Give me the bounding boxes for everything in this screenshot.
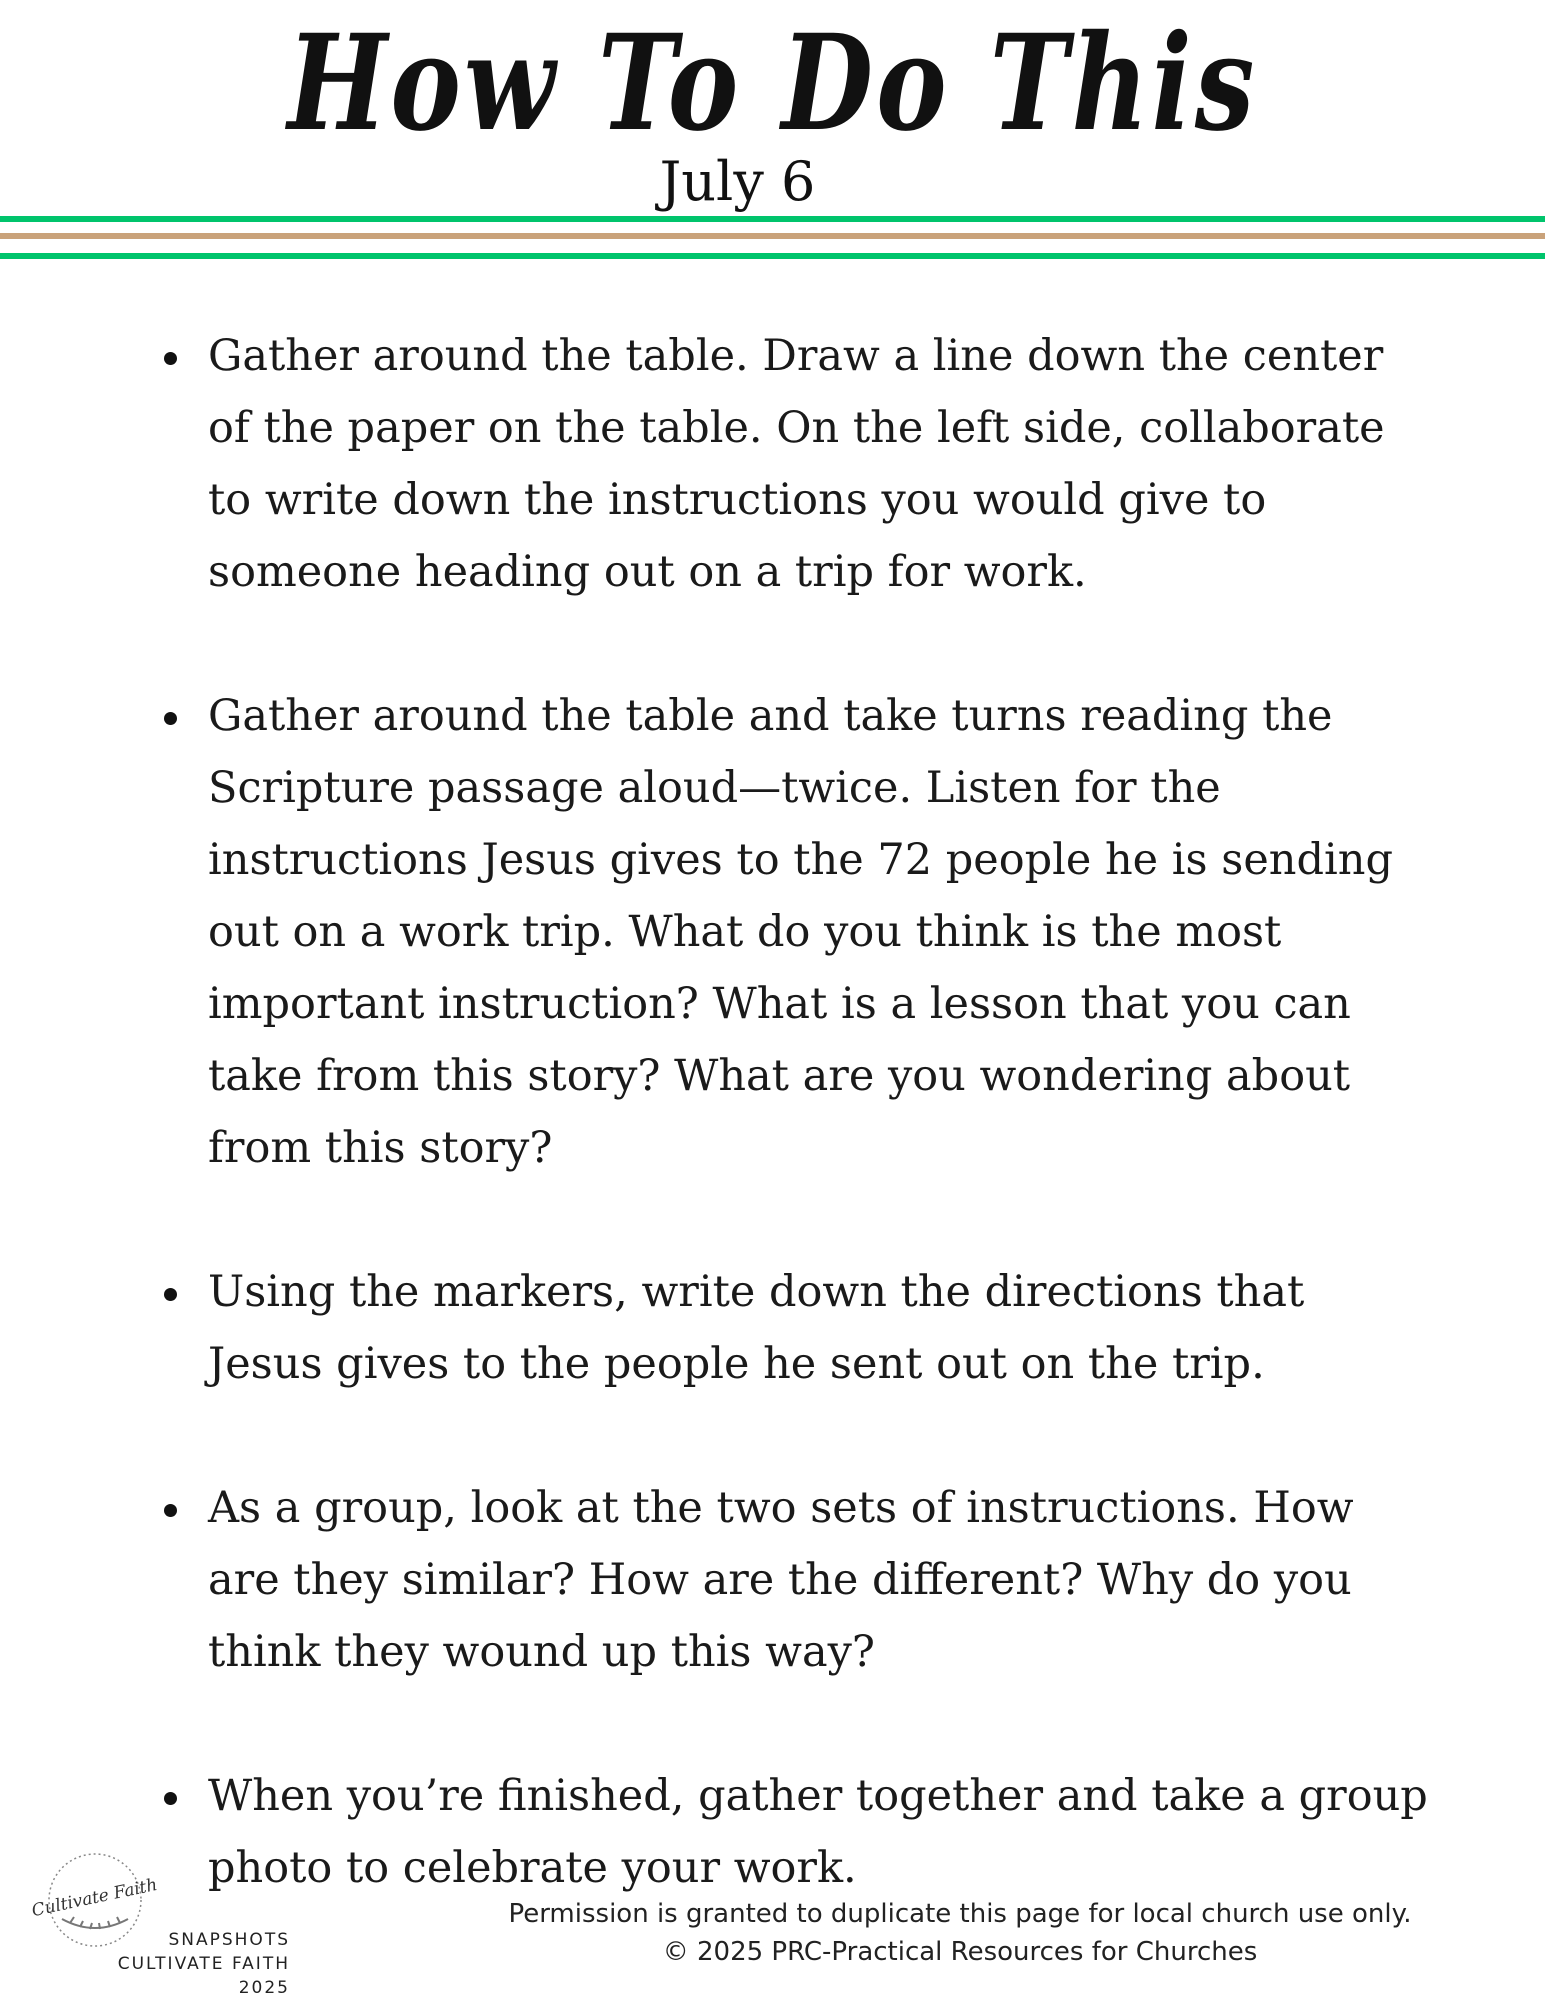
bullet-icon: [164, 1288, 177, 1301]
bullet-icon: [164, 1792, 177, 1805]
brand-block: [60, 1928, 290, 2000]
brand-line-snapshots: SNAPSHOTS: [168, 1930, 290, 1950]
instruction-text: When you’re finished, gather together and take a group photo to celebrate your work.: [208, 1771, 1428, 1893]
list-item: [158, 320, 1428, 608]
brand-line-cultivate: CULTIVATE FAITH 2025: [117, 1954, 290, 1998]
permission-text: Permission is granted to duplicate this page for local church use only.: [508, 1899, 1412, 1929]
copyright-text: © 2025 PRC-Practical Resources for Churches: [662, 1937, 1258, 1967]
logo-text: Cultivate Faith: [30, 1874, 160, 1922]
list-item: [158, 1472, 1428, 1688]
permission-block: [480, 1895, 1440, 1971]
list-item: [158, 1760, 1428, 1904]
bullet-icon: [164, 1504, 177, 1517]
divider-stripe-green-bottom: [0, 253, 1545, 259]
divider-stripe-green-top: [0, 216, 1545, 222]
bullet-icon: [164, 712, 177, 725]
page-title: How To Do This: [287, 6, 1258, 161]
divider-stripe-tan: [0, 233, 1545, 239]
date-label: July 6: [659, 150, 816, 213]
instruction-text: Using the markers, write down the directions that Jesus gives to the people he sent out on the trip.: [208, 1267, 1305, 1389]
instruction-list: [158, 320, 1428, 1904]
list-item: [158, 680, 1428, 1184]
instruction-text: Gather around the table and take turns reading the Scripture passage aloud—twice. Listen for the instructions Jesus gives to the 72 people he is sending out on a work trip. What do you think is the most important instruction? What is a lesson that you can take from this story? What are you wondering about from this story?: [208, 691, 1393, 1173]
instruction-text: Gather around the table. Draw a line down the center of the paper on the table. On the left side, collaborate to write down the instructions you would give to someone heading out on a trip for work.: [208, 331, 1385, 597]
list-item: [158, 1256, 1428, 1400]
instruction-text: As a group, look at the two sets of instructions. How are they similar? How are the different? Why do you think they wound up this way?: [208, 1483, 1354, 1677]
bullet-icon: [164, 352, 177, 365]
